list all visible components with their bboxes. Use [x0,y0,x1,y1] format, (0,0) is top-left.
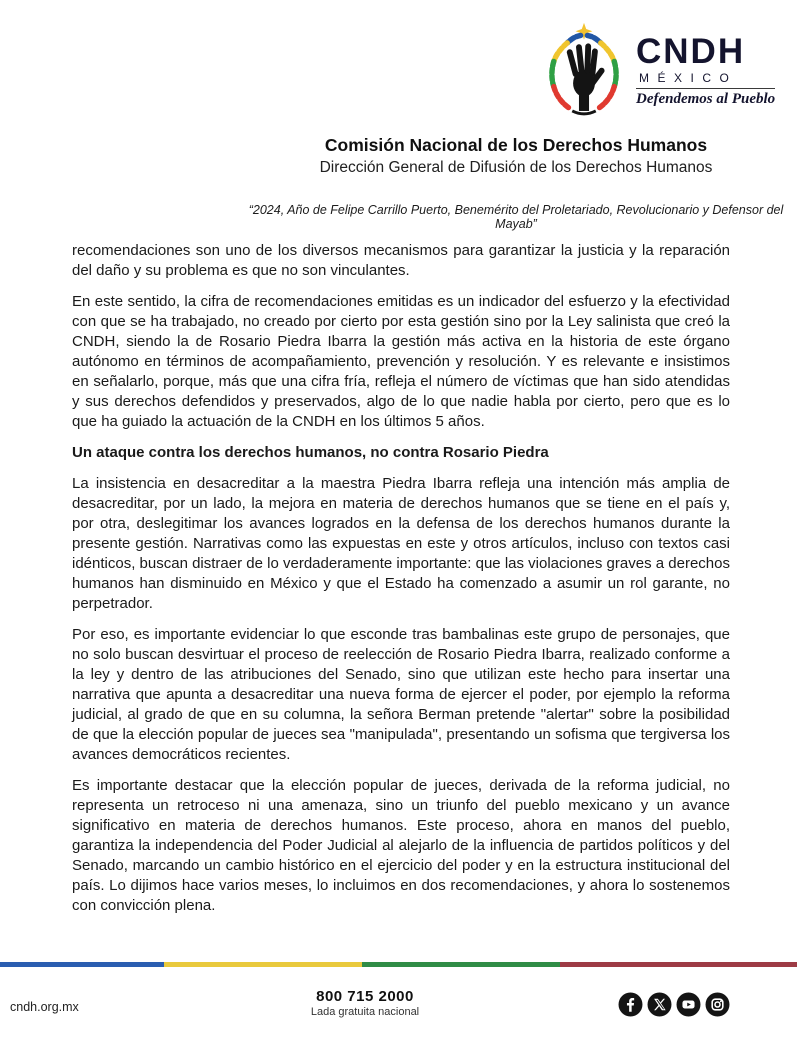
logo-text [636,34,775,108]
footer-phone: 800 715 2000 [316,988,414,1005]
document-header [238,135,794,231]
footer-color-bar [0,962,797,967]
paragraph: La insistencia en desacreditar a la maestra Piedra Ibarra refleja una intención más amplia de desacreditar, por un lado, la mejora en materia de derechos humanos que se tiene en el país y, por otra, deslegitimar los avances logrados en la defensa de los derechos humanos durante la presente gestión. Narrativas como las expuestas en este y otros artículos, incluso con textos casi idénticos, buscan distraer de lo verdaderamente importante: que las violaciones graves a derechos humanos han disminuido en México y que el Estado ha comenzado a asumir un rol garante, no perpetrador. [72,475,730,612]
document-body [72,241,730,927]
cndh-logo [538,22,775,116]
logo-brand: CNDH [636,32,746,71]
paragraph: En este sentido, la cifra de recomendaciones emitidas es un indicador del esfuerzo y la efectividad con que se ha trabajado, no creado por cierto por esta gestión sino por la Ley salinista que creó la CNDH, siendo la de Rosario Piedra Ibarra la gestión más activa en la historia de este órgano autónomo en términos de acompañamiento, prevención y resolución. Y es relevante e insistimos en señalarlo, porque, más que una cifra fría, refleja el número de víctimas que han sido atendidas y sus derechos defendidos y preservados, algo de lo que nadie habla por cierto, pero que es lo que ha guiado la actuación de la CNDH en los últimos 5 años. [72,293,730,430]
cndh-emblem-icon [538,22,630,116]
page-subtitle: Dirección General de Difusión de los Derechos Humanos [319,158,713,176]
logo-motto: Defendemos al Pueblo [636,88,775,108]
bar-segment-yellow [164,962,362,967]
bar-segment-green [362,962,560,967]
x-icon [647,992,672,1017]
page-title: Comisión Nacional de los Derechos Humanos [324,135,708,155]
ribbon-icon [572,111,596,114]
youtube-icon [676,992,701,1017]
instagram-icon [705,992,730,1017]
footer-phone-caption: Lada gratuita nacional [310,1006,420,1018]
logo-country: MÉXICO [639,71,738,85]
footer-website: cndh.org.mx [10,1000,79,1014]
paragraph: Es importante destacar que la elección popular de jueces, derivada de la reforma judicial, no representa un retroceso ni una amenaza, sino un triunfo del pueblo mexicano y un avance significativo en materia de derechos humanos. Este proceso, ahora en manos del pueblo, garantiza la independencia del Poder Judicial al alejarlo de la influencia de partidos políticos y del Senado, marcando un cambio histórico en el ejercicio del poder y en la estructura institucional del país. Lo dijimos hace varios meses, lo incluimos en dos recomendaciones, y ahora lo sostenemos con convicción plena. [72,777,730,914]
footer-social-icons [618,992,730,1017]
section-heading: Un ataque contra los derechos humanos, no contra Rosario Piedra [72,444,549,461]
bar-segment-red [560,962,797,967]
paragraph: recomendaciones son uno de los diversos mecanismos para garantizar la justicia y la reparación del daño y su problema es que no son vinculantes. [72,242,730,279]
hand-icon [570,46,602,111]
year-legend: “2024, Año de Felipe Carrillo Puerto, Benemérito del Proletariado, Revolucionario y Defensor del Mayab” [248,202,784,231]
paragraph: Por eso, es importante evidenciar lo que esconde tras bambalinas este grupo de personajes, que no solo buscan desvirtuar el proceso de reelección de Rosario Piedra Ibarra, realizado conforme a la ley y dentro de las atribuciones del Senado, sino que utilizan este hecho para insertar una narrativa que apunta a desacreditar una nueva forma de ejercer el poder, por ejemplo la reforma judicial, al grado de que en su columna, la señora Berman pretende "alertar" sobre la posibilidad de que la elección popular de jueces sea "manipulada", presentando un sofisma que tergiversa los avances democráticos recientes. [72,626,730,763]
facebook-icon [618,992,643,1017]
bar-segment-blue [0,962,164,967]
